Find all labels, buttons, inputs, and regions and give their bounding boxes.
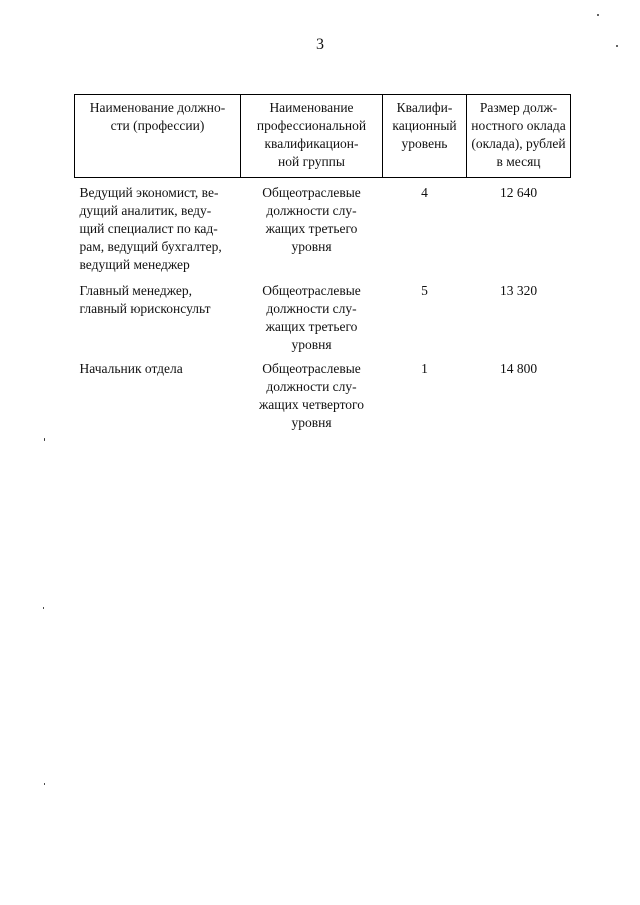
cell-level: 4 (421, 185, 428, 200)
header-position: Наименование должно- сти (профессии) (75, 95, 241, 178)
scan-speck (44, 438, 45, 441)
page-number: 3 (316, 36, 324, 53)
cell-level: 1 (421, 361, 428, 376)
scan-speck (43, 607, 44, 609)
cell-group: Общеотраслевые должности слу- жащих четвертого уровня (258, 361, 365, 430)
cell-position: Начальник отдела (79, 361, 183, 376)
salary-table (74, 94, 571, 432)
table-header-row (75, 95, 571, 178)
cell-group: Общеотраслевые должности слу- жащих третьего уровня (262, 283, 361, 352)
header-salary: Размер долж- ностного оклада (оклада), рублей в месяц (467, 95, 571, 178)
cell-position: Главный менеджер, главный юрисконсульт (79, 283, 211, 316)
header-qualification-level: Квалифи- кационный уровень (383, 95, 467, 178)
cell-salary: 13 320 (499, 283, 538, 298)
scan-speck (616, 45, 618, 47)
cell-level: 5 (421, 283, 428, 298)
cell-group: Общеотраслевые должности слу- жащих третьего уровня (262, 185, 361, 254)
cell-salary: 14 800 (499, 361, 538, 376)
scan-speck (44, 783, 45, 785)
scan-speck (597, 14, 599, 16)
header-qualification-group: Наименование профессиональной квалификацион- ной группы (241, 95, 383, 178)
table-row (75, 360, 571, 432)
cell-salary: 12 640 (499, 185, 538, 200)
cell-position: Ведущий экономист, ве- дущий аналитик, веду- щий специалист по кад- рам, ведущий бухгалтер, ведущий менеджер (79, 185, 222, 272)
table-row (75, 178, 571, 283)
table-row (75, 282, 571, 360)
